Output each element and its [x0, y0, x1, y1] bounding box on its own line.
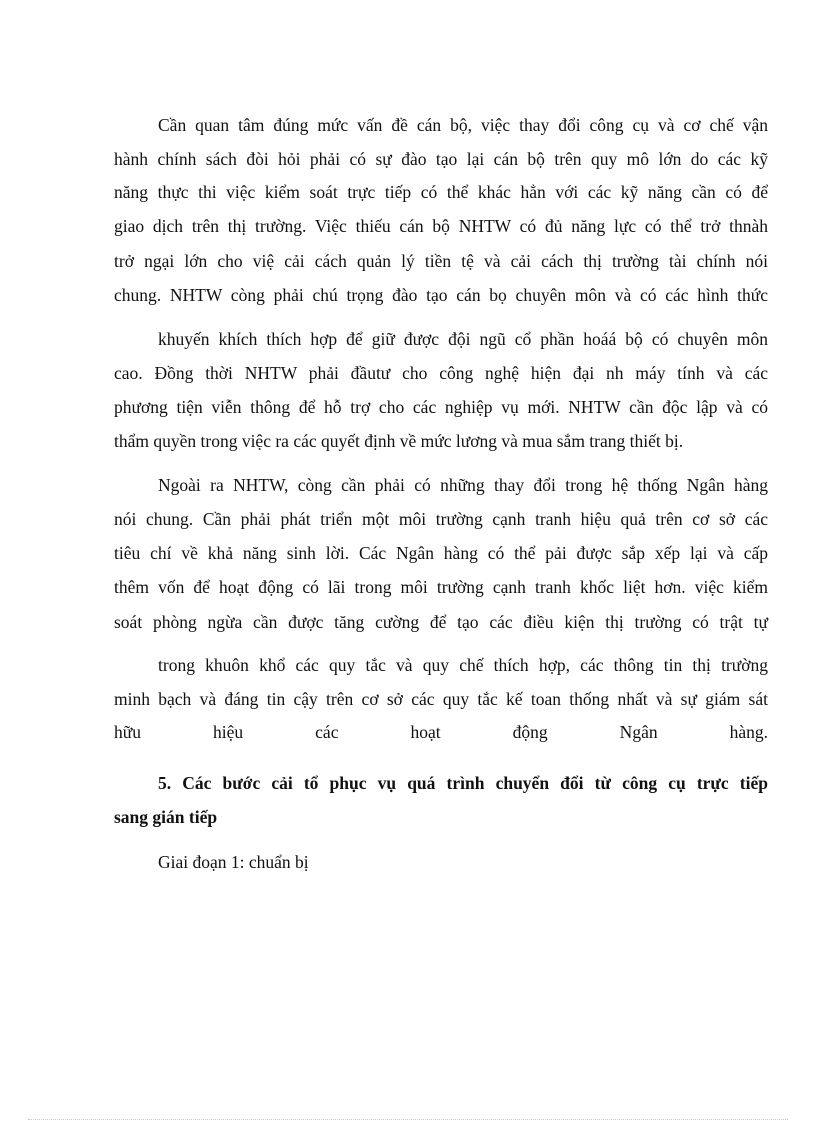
text-line: hữu hiệu các hoạt động Ngân hàng. [114, 722, 768, 742]
text-line: chung. NHTW còng phải chú trọng đào tạo cán bọ chuyên môn và có các hình thức [114, 285, 768, 305]
text-line: Ngoài ra NHTW, còng cần phải có những thay đổi trong hệ thống Ngân hàng [158, 475, 768, 495]
page-bottom-divider [28, 1119, 788, 1120]
text-line: giao dịch trên thị trường. Việc thiếu cán bộ NHTW có đủ năng lực có thể trở thnàh [114, 216, 768, 236]
text-line: thẩm quyền trong việc ra các quyết định về mức lương và mua sắm trang thiết bị. [114, 431, 684, 451]
text-line: khuyến khích thích hợp để giữ được đội ngũ cổ phần hoáá bộ có chuyên môn [158, 329, 768, 349]
heading-line: sang gián tiếp [114, 807, 218, 827]
text-line: Cần quan tâm đúng mức vấn đề cán bộ, việc thay đổi công cụ và cơ chế vận [158, 115, 768, 135]
heading-line: 5. Các bước cải tổ phục vụ quá trình chuyển đổi từ công cụ trực tiếp [158, 773, 768, 793]
text-line: hành chính sách đòi hỏi phải có sự đào tạo lại cán bộ trên quy mô lớn do các kỹ [114, 149, 768, 169]
text-line: trong khuôn khổ các quy tắc và quy chế thích hợp, các thông tin thị trường [158, 655, 768, 675]
text-line: nói chung. Cần phải phát triển một môi trường cạnh tranh hiệu quả trên cơ sở các [114, 509, 768, 529]
text-line: thêm vốn để hoạt động có lãi trong môi trường cạnh tranh khốc liệt hơn. việc kiểm [114, 577, 768, 597]
subheading-phase-1: Giai đoạn 1: chuẩn bị [158, 852, 309, 872]
text-line: trở ngại lớn cho việ cải cách quản lý tiền tệ và cải cách thị trường tài chính nói [114, 251, 768, 271]
text-line: cao. Đồng thời NHTW phải đầutư cho công nghệ hiện đại nh máy tính và các [114, 363, 768, 383]
text-line: soát phòng ngừa cần được tăng cường để tạo các điều kiện thị trường có trật tự [114, 612, 768, 632]
text-line: phương tiện viễn thông để hỗ trợ cho các nghiệp vụ mới. NHTW cần độc lập và có [114, 397, 768, 417]
text-line: minh bạch và đáng tin cậy trên cơ sở các quy tắc kế toan thống nhất và sự giám sát [114, 689, 768, 709]
text-line: tiêu chí về khả năng sinh lời. Các Ngân hàng có thể pải được sắp xếp lại và cấp [114, 543, 768, 563]
text-line: năng thực thi việc kiểm soát trực tiếp có thể khác hẳn với các kỹ năng cần có để [114, 182, 768, 202]
